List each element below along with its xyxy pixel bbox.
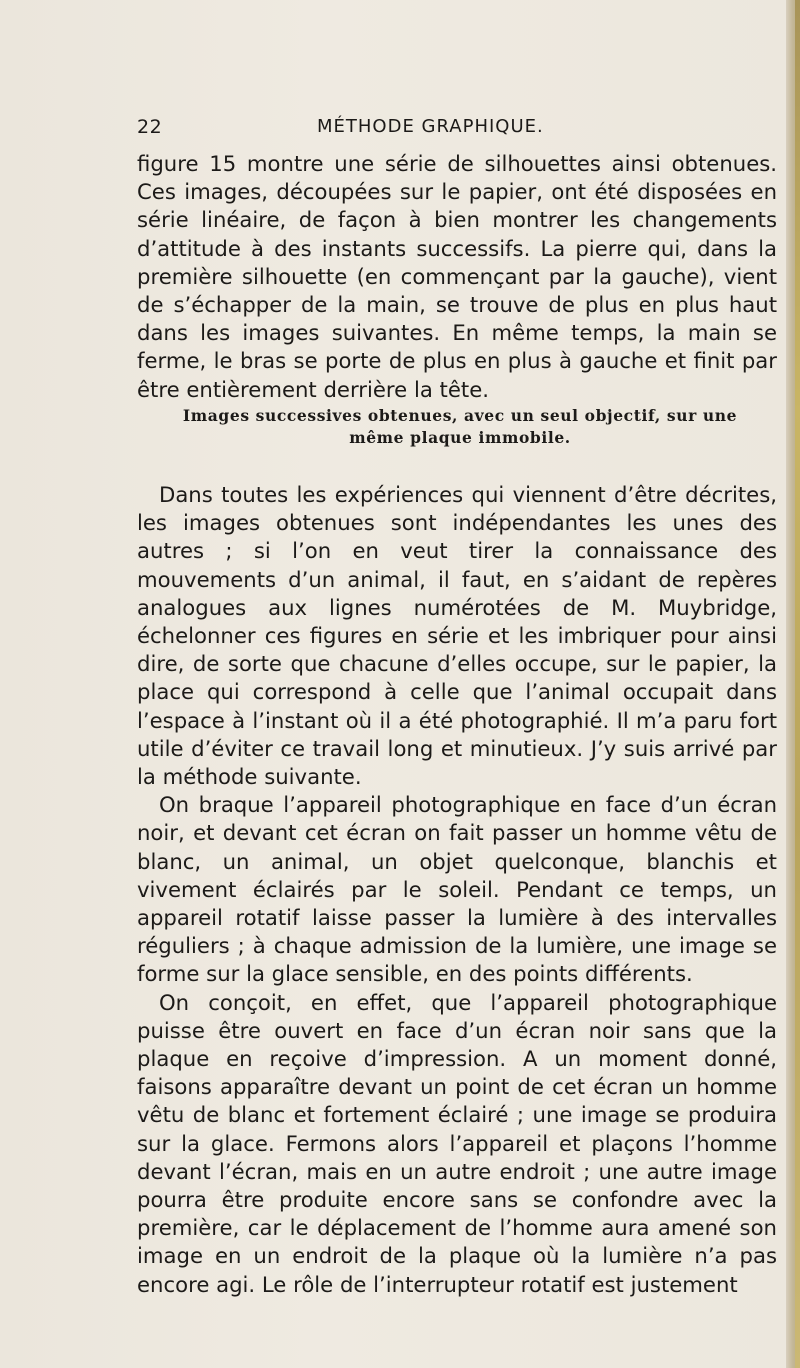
section-heading: Images successives obtenues, avec un seul objectif, sur une même plaque immobile. — [182, 406, 738, 447]
paragraph: On conçoit, en effet, que l’appareil photographique puisse être ouvert en face d’un écran noir sans que la plaque en reçoive d’impression. A un moment donné, faisons apparaître devant un point de cet écran un homme vêtu de blanc et fortement éclairé ; une image se produira sur la glace. Fermons alors l’appareil et plaçons l’homme devant l’écran, mais en un autre endroit ; une autre image pourra être produite encore sans se confondre avec la première, car le déplacement de l’homme aura amené son image en un endroit de la plaque où la lumière n’a pas encore agi. Le rôle de l’interrupteur rotatif est justement — [137, 989, 777, 1297]
running-head — [137, 116, 777, 144]
paragraph: On braque l’appareil photographique en face d’un écran noir, et devant cet écran on fait passer un homme vêtu de blanc, un animal, un objet quelconque, blanchis et vivement éclairés par le soleil. Pendant ce temps, un appareil rotatif laisse passer la lumière à des intervalles réguliers ; à chaque admission de la lumière, une image se forme sur la glace sensible, en des points différents. — [137, 792, 777, 987]
page-number: 22 — [137, 116, 163, 138]
paragraph: Dans toutes les expériences qui viennent d’être décrites, les images obtenues sont indépendantes les unes des autres ; si l’on en veut tirer la connaissance des mouvements d’un animal, il faut, en s’aidant de repères analogues aux lignes numérotées de M. Muybridge, échelonner ces figures en série et les imbriquer pour ainsi dire, de sorte que chacune d’elles occupe, sur le papier, la place qui correspond à celle que l’animal occupait dans l’espace à l’instant où il a été photographié. Il m’a paru fort utile d’éviter ce travail long et minutieux. J’y suis arrivé par la méthode suivante. — [137, 482, 777, 790]
paragraph: figure 15 montre une série de silhouettes ainsi obtenues. Ces images, découpées sur le papier, ont été disposées en série linéaire, de façon à bien montrer les changements d’attitude à des instants successifs. La pierre qui, dans la première silhouette (en commençant par la gauche), vient de s’échapper de la main, se trouve de plus en plus haut dans les images suivantes. En même temps, la main se ferme, le bras se porte de plus en plus à gauche et finit par être entièrement derrière la tête. — [137, 151, 777, 402]
text-block-bottom — [137, 481, 777, 1299]
page-edge-strip — [795, 0, 800, 1368]
running-title: MÉTHODE GRAPHIQUE. — [317, 116, 544, 137]
text-block-top — [137, 150, 777, 404]
